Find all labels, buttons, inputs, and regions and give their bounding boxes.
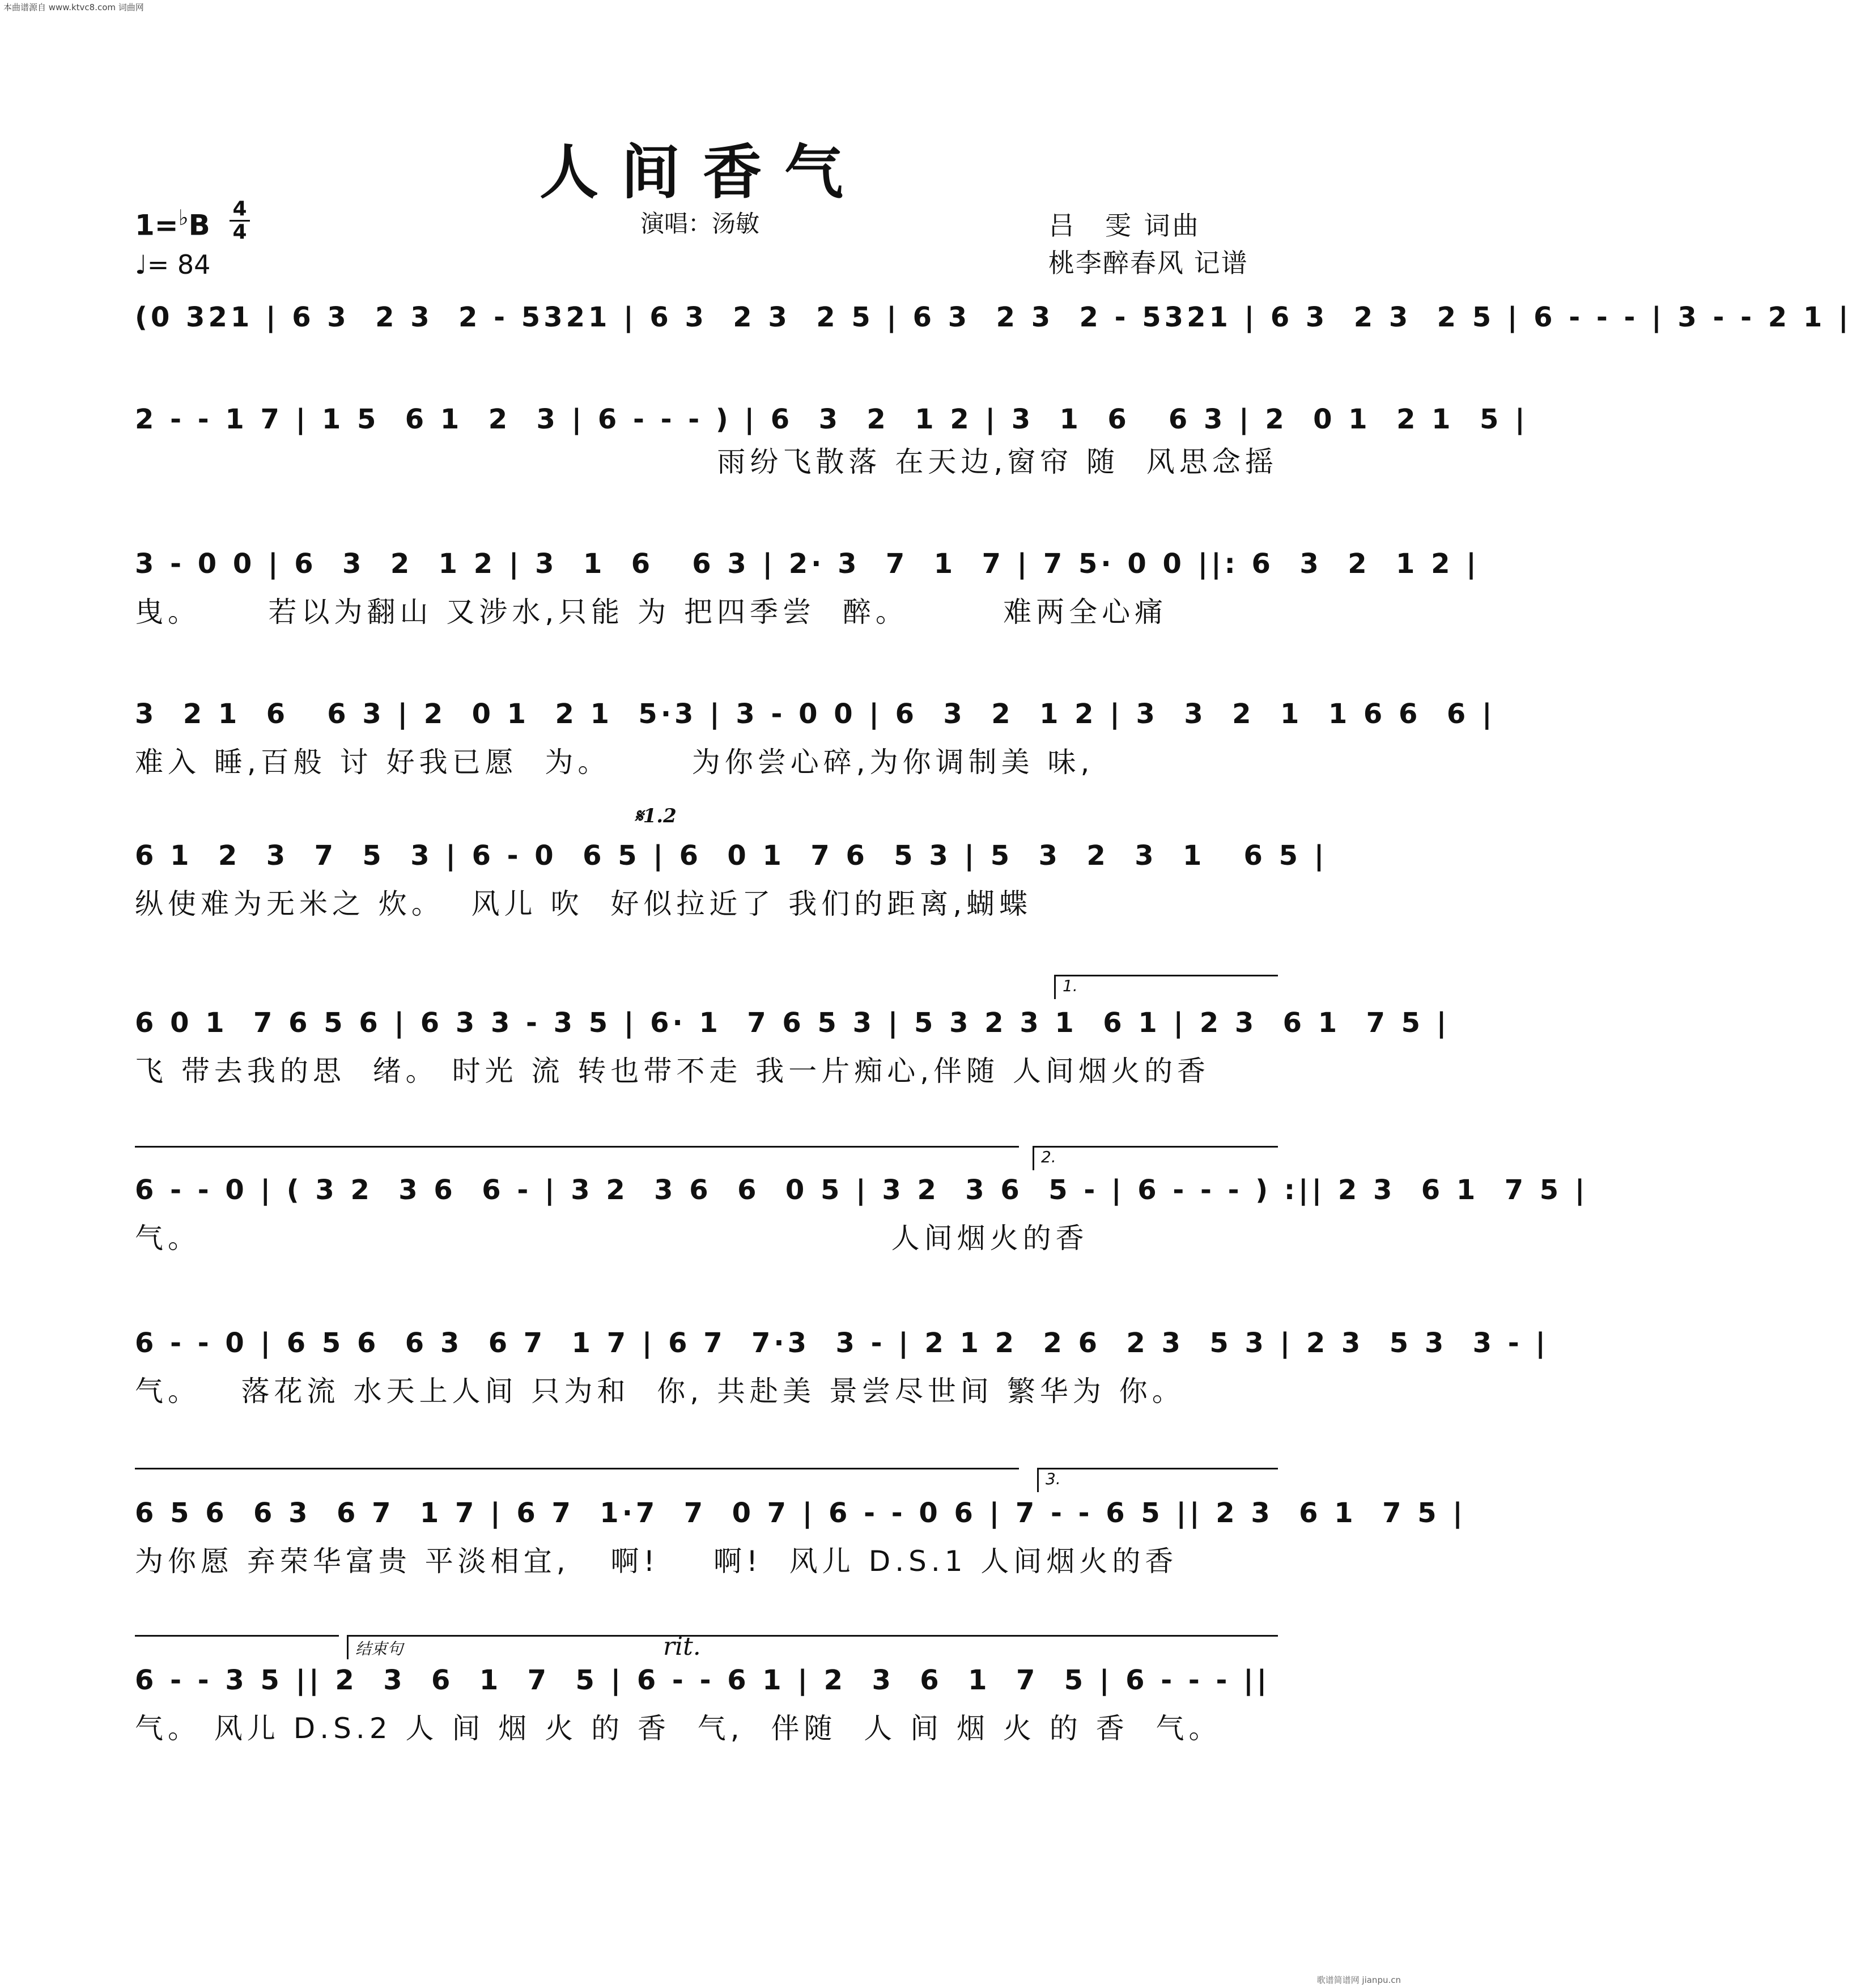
key-signature	[135, 205, 210, 242]
volta-2-continuation	[135, 1468, 1019, 1469]
segno-mark: 𝄋1.2	[635, 805, 677, 827]
system-7-notes: 6 - - 0 | ( 3 2 3 6 6 - | 3 2 3 6 6 0 5 | 3 2 3 6 5 - | 6 - - - ) :|| 2 3 6 1 7 5 |	[135, 1174, 1588, 1206]
system-3-lyrics: 曳。 若以为翻山 又涉水,只能 为 把四季尝 醉。 难两全心痛	[135, 596, 1168, 628]
rit-marking: rit.	[663, 1632, 701, 1661]
lyricist-credit: 吕 雯 词曲	[1048, 210, 1201, 241]
system-6-lyrics: 飞 带去我的思 绪。 时光 流 转也带不走 我一片痴心,伴随 人间烟火的香	[135, 1055, 1210, 1088]
singer-credit: 演唱：汤敏	[640, 210, 760, 237]
system-10-notes: 6 - - 3 5 || 2 3 6 1 7 5 | 6 - - 6 1 | 2 3 6 1 7 5 | 6 - - - ||	[135, 1664, 1271, 1696]
system-5-lyrics: 纵使难为无米之 炊。 风儿 吹 好似拉近了 我们的距离,蝴蝶	[135, 887, 1033, 920]
system-8-notes: 6 - - 0 | 6 5 6 6 3 6 7 1 7 | 6 7 7·3 3 - | 2 1 2 2 6 2 3 5 3 | 2 3 5 3 3 - |	[135, 1327, 1549, 1359]
system-6-notes: 6 0 1 7 6 5 6 | 6 3 3 - 3 5 | 6· 1 7 6 5 3 | 5 3 2 3 1 6 1 | 2 3 6 1 7 5 |	[135, 1007, 1450, 1039]
footer-watermark: 歌谱简谱网 jianpu.cn	[1316, 1975, 1401, 1985]
volta-1-bracket: 1.	[1054, 975, 1278, 999]
system-8-lyrics: 气。 落花流 水天上人间 只为和 你, 共赴美 景尝尽世间 繁华为 你。	[135, 1375, 1185, 1408]
time-top: 4	[232, 197, 247, 220]
system-9-notes: 6 5 6 6 3 6 7 1 7 | 6 7 1·7 7 0 7 | 6 - - 0 6 | 7 - - 6 5 || 2 3 6 1 7 5 |	[135, 1497, 1466, 1529]
volta-3-continuation	[135, 1635, 339, 1637]
system-10-lyrics: 气。 风儿 D.S.2 人 间 烟 火 的 香 气, 伴随 人 间 烟 火 的 香 气。	[135, 1712, 1222, 1745]
system-4-notes: 3 2 1 6 6 3 | 2 0 1 2 1 5·3 | 3 - 0 0 | 6 3 2 1 2 | 3 3 2 1 1 6 6 6 |	[135, 698, 1496, 730]
volta-3-bracket: 3.	[1037, 1468, 1278, 1492]
system-3-notes: 3 - 0 0 | 6 3 2 1 2 | 3 1 6 6 3 | 2· 3 7 1 7 | 7 5· 0 0 ||: 6 3 2 1 2 |	[135, 548, 1480, 580]
time-signature	[230, 198, 250, 243]
volta-1-continuation	[135, 1146, 1019, 1148]
ending-bracket: 结束句	[347, 1635, 1278, 1659]
watermark: 本曲谱源自 www.ktvc8.com 词曲网	[3, 2, 144, 12]
system-7-lyrics: 气。 人间烟火的香	[135, 1222, 1089, 1255]
tempo-marking: ♩= 84	[135, 249, 211, 280]
transcriber-credit: 桃李醉春风 记谱	[1048, 248, 1248, 278]
key-prefix: 1=	[135, 209, 179, 242]
flat-icon: ♭	[178, 205, 189, 230]
system-2-notes: 2 - - 1 7 | 1 5 6 1 2 3 | 6 - - - ) | 6 3 2 1 2 | 3 1 6 6 3 | 2 0 1 2 1 5 |	[135, 403, 1528, 435]
system-9-lyrics: 为你愿 弃荣华富贵 平淡相宜, 啊! 啊! 风儿 D.S.1 人间烟火的香	[135, 1545, 1178, 1578]
time-bottom: 4	[230, 220, 250, 243]
system-2-lyrics: 雨纷飞散落 在天边,窗帘 随 风思念摇	[135, 445, 1278, 478]
system-1-notes: (0 321 | 6 3 2 3 2 - 5321 | 6 3 2 3 2 5 | 6 3 2 3 2 - 5321 | 6 3 2 3 2 5 | 6 - - - | 3 - - 2 1 |	[135, 301, 1852, 333]
key-note: B	[188, 209, 210, 242]
volta-2-bracket: 2.	[1033, 1146, 1278, 1170]
system-1-lyrics	[135, 340, 1274, 380]
system-5-notes: 6 1 2 3 7 5 3 | 6 - 0 6 5 | 6 0 1 7 6 5 3 | 5 3 2 3 1 6 5 |	[135, 840, 1328, 872]
page-title: 人间香气	[539, 137, 866, 207]
system-4-lyrics: 难入 睡,百般 讨 好我已愿 为。 为你尝心碎,为你调制美 味,	[135, 746, 1094, 779]
